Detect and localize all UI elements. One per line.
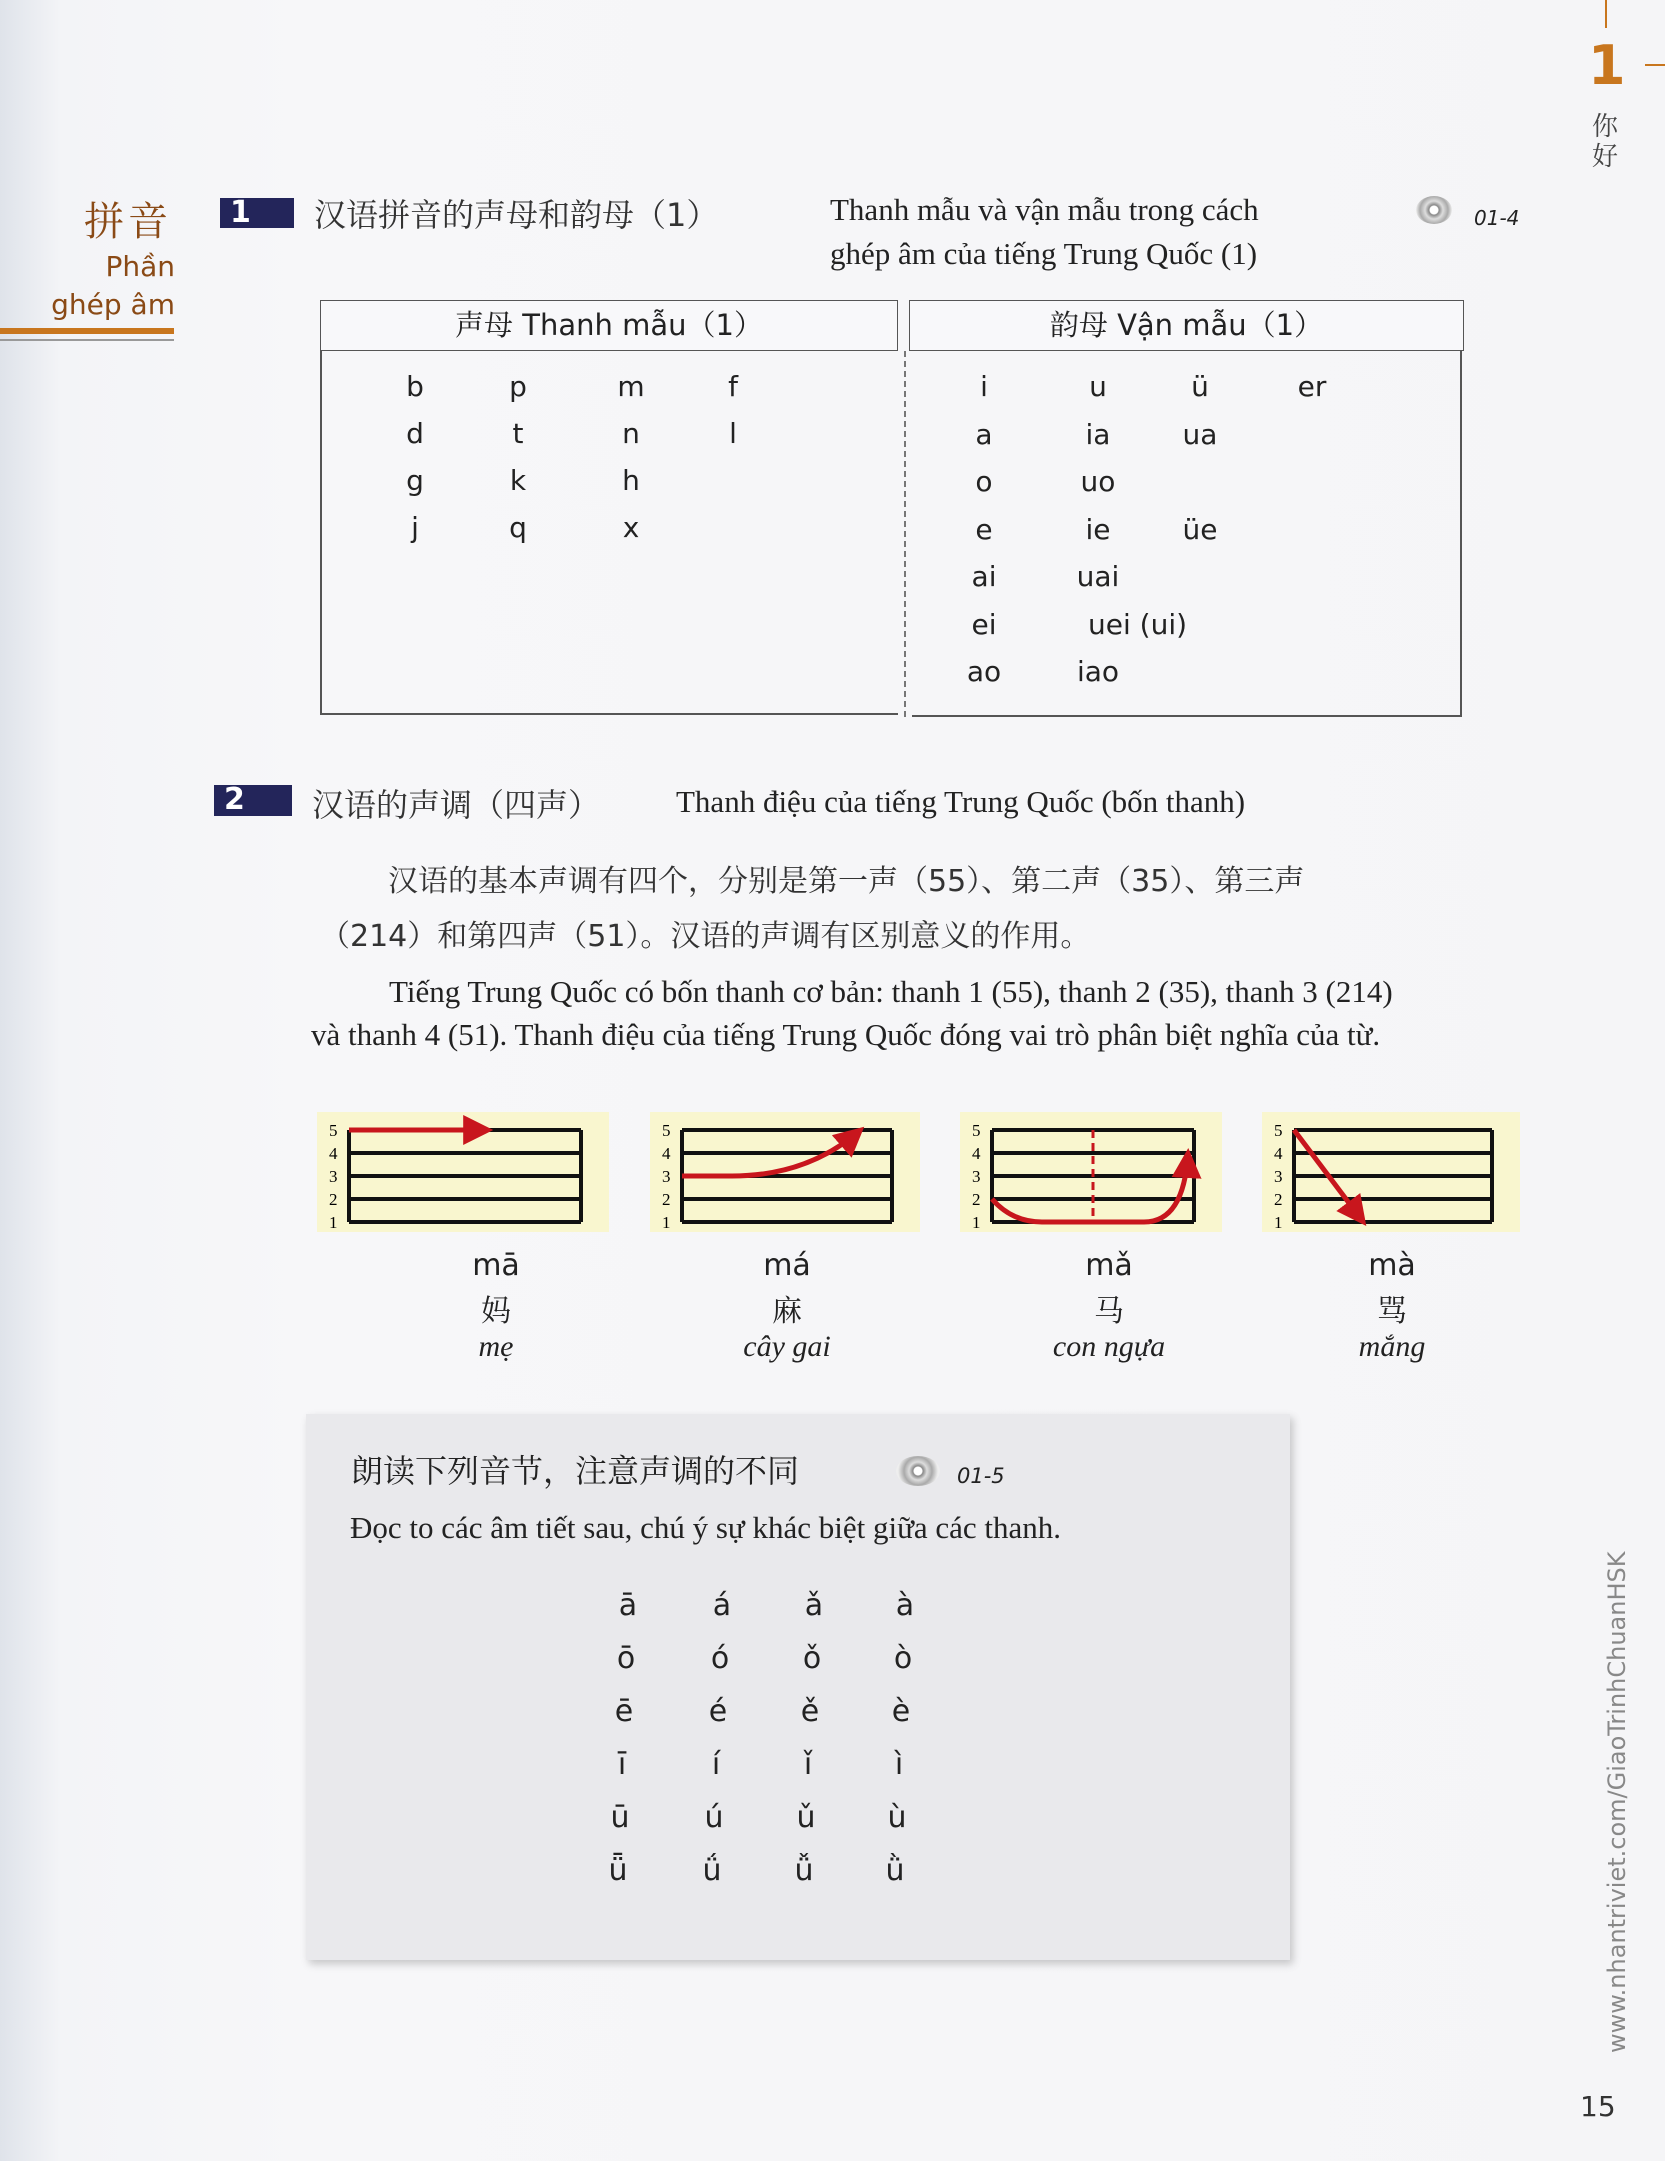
syllable: ē (614, 1694, 634, 1729)
scale-label: 2 (1274, 1190, 1283, 1209)
syllable: ǜ (885, 1853, 905, 1888)
final-cell: uo (1080, 465, 1116, 498)
initial-cell: q (509, 511, 527, 544)
watermark: www.nhantriviet.com/GiaoTrinhChuanHSK (1603, 1551, 1631, 2053)
syllable: ō (616, 1641, 636, 1676)
final-cell: er (1297, 370, 1327, 403)
scale-label: 4 (972, 1144, 981, 1163)
tone-pinyin: má (763, 1248, 811, 1283)
section1-title-vi-2: ghép âm của tiếng Trung Quốc (1) (830, 236, 1258, 271)
scale-label: 5 (972, 1121, 981, 1140)
final-cell: e (975, 512, 993, 546)
final-cell: uei (ui) (1088, 607, 1188, 641)
scale-label: 3 (662, 1167, 671, 1186)
syllable: ì (894, 1747, 904, 1782)
initial-cell: x (622, 511, 640, 544)
para-zh-2: （214）和第四声（51）。汉语的声调有区别意义的作用。 (320, 919, 1091, 954)
audio-track-01-4[interactable]: 01-4 (1474, 206, 1520, 230)
syllable: ò (893, 1641, 913, 1676)
chapter-rule (1605, 0, 1607, 28)
tone-arrow (992, 1153, 1188, 1222)
tone-pinyin: mā (472, 1248, 520, 1283)
syllable: è (891, 1694, 911, 1729)
tone-diagram (317, 1112, 609, 1232)
syllable: í (711, 1747, 721, 1782)
final-cell: i (980, 370, 988, 403)
tone-meaning: mắng (1358, 1330, 1426, 1363)
section1-title-zh: 汉语拼音的声母和韵母（1） (314, 196, 719, 234)
final-cell: üe (1182, 512, 1218, 546)
final-cell: o (975, 465, 993, 498)
scale-label: 2 (662, 1190, 671, 1209)
final-cell: u (1089, 370, 1107, 403)
final-cell: ia (1085, 417, 1111, 451)
initial-cell: g (406, 464, 424, 497)
scale-label: 5 (662, 1121, 671, 1140)
scale-label: 1 (972, 1213, 981, 1232)
initial-cell: f (728, 370, 738, 403)
section2-title-zh: 汉语的声调（四声） (312, 786, 601, 824)
scale-label: 2 (329, 1190, 338, 1209)
final-cell: ie (1085, 512, 1111, 546)
chapter-title: 你好 (1592, 112, 1619, 172)
section1-number: 1 (220, 198, 294, 228)
syllable: ǖ (608, 1853, 628, 1888)
initial-cell: b (406, 370, 424, 403)
final-cell: iao (1076, 655, 1120, 688)
tone-hanzi: 骂 (1377, 1294, 1407, 1329)
tone-chart (1262, 1112, 1520, 1232)
para-zh-1: 汉语的基本声调有四个，分别是第一声（55）、第二声（35）、第三声 (388, 864, 1305, 899)
syllable: ó (710, 1641, 730, 1676)
tone-chart (960, 1112, 1222, 1232)
syllable: ú (704, 1800, 724, 1835)
section2-number: 2 (214, 785, 292, 816)
cd-icon[interactable] (1416, 196, 1452, 224)
initial-cell: d (406, 417, 424, 450)
side-section-rule (0, 328, 174, 334)
scale-label: 5 (329, 1121, 338, 1140)
syllable: ě (800, 1694, 820, 1729)
scale-label: 5 (1274, 1121, 1283, 1140)
side-section-zh: 拼音 (84, 199, 172, 245)
initial-cell: m (617, 370, 645, 403)
table-frame-left (320, 351, 898, 715)
initial-cell: h (622, 464, 640, 497)
syllable: ā (618, 1588, 638, 1623)
final-cell: ei (971, 607, 997, 641)
syllable: ù (887, 1800, 907, 1835)
tone-chart (317, 1112, 609, 1232)
para-vi-1: Tiếng Trung Quốc có bốn thanh cơ bản: thanh 1 (55), thanh 2 (35), thanh 3 (214) (389, 974, 1393, 1009)
scale-label: 1 (329, 1213, 338, 1232)
tone-diagram (650, 1112, 920, 1232)
initial-cell: n (622, 417, 640, 450)
final-cell: ü (1191, 370, 1209, 403)
initials-header: 声母 Thanh mẫu（1） (320, 300, 898, 351)
page-number: 15 (1580, 2090, 1616, 2123)
tone-pinyin: mà (1368, 1248, 1416, 1283)
tone-meaning: mẹ (478, 1330, 514, 1363)
final-cell: ao (966, 655, 1002, 688)
syllable: ǚ (794, 1853, 814, 1888)
syllable: á (712, 1588, 732, 1623)
initial-cell: k (509, 464, 527, 497)
practice-title-zh: 朗读下列音节，注意声调的不同 (351, 1452, 800, 1490)
initial-cell: t (512, 417, 524, 450)
syllable: ǔ (796, 1800, 816, 1835)
tone-hanzi: 妈 (481, 1294, 511, 1329)
tone-meaning: cây gai (743, 1330, 831, 1363)
scale-label: 1 (1274, 1213, 1283, 1232)
scale-label: 4 (329, 1144, 338, 1163)
tone-diagram (960, 1112, 1222, 1232)
scale-label: 2 (972, 1190, 981, 1209)
scale-label: 4 (1274, 1144, 1283, 1163)
table-divider (904, 351, 906, 717)
section2-title-vi: Thanh điệu của tiếng Trung Quốc (bốn thanh) (676, 784, 1246, 819)
audio-track-01-5[interactable]: 01-5 (957, 1464, 1005, 1488)
chapter-number: 1 (1588, 34, 1626, 97)
initial-cell: p (509, 370, 527, 403)
tone-diagram (1262, 1112, 1520, 1232)
para-vi-2: và thanh 4 (51). Thanh điệu của tiếng Trung Quốc đóng vai trò phân biệt nghĩa của từ. (311, 1017, 1381, 1052)
tone-hanzi: 马 (1094, 1294, 1124, 1329)
scale-label: 3 (329, 1167, 338, 1186)
tone-pinyin: mǎ (1085, 1248, 1133, 1283)
syllable: ǒ (802, 1641, 822, 1676)
cd-icon[interactable] (896, 1456, 940, 1486)
practice-instruction: Đọc to các âm tiết sau, chú ý sự khác biệt giữa các thanh. (350, 1510, 1062, 1545)
scale-label: 3 (972, 1167, 981, 1186)
tone-meaning: con ngựa (1052, 1330, 1166, 1363)
syllable: ǐ (803, 1747, 813, 1782)
initial-cell: j (411, 511, 419, 544)
final-cell: ua (1182, 417, 1218, 451)
syllable: ǘ (702, 1853, 722, 1888)
scale-label: 1 (662, 1213, 671, 1232)
section1-title-vi-1: Thanh mẫu và vận mẫu trong cách (830, 192, 1259, 227)
syllable: ǎ (804, 1588, 824, 1623)
final-cell: uai (1076, 560, 1120, 593)
side-section-vi-1: Phần (105, 250, 175, 283)
syllable: à (895, 1588, 915, 1623)
side-section-vi-2: ghép âm (51, 288, 175, 321)
final-cell: a (975, 417, 993, 451)
syllable: ū (610, 1800, 630, 1835)
tone-hanzi: 麻 (772, 1294, 802, 1329)
initial-cell: l (729, 417, 737, 450)
tone-chart (650, 1112, 920, 1232)
chapter-rule-h (1645, 64, 1665, 66)
scale-label: 3 (1274, 1167, 1283, 1186)
syllable: é (708, 1694, 728, 1729)
final-cell: ai (971, 560, 997, 593)
syllable: ī (617, 1747, 627, 1782)
finals-header: 韵母 Vận mẫu（1） (909, 300, 1464, 351)
scale-label: 4 (662, 1144, 671, 1163)
side-section-rule-thin (0, 339, 174, 341)
